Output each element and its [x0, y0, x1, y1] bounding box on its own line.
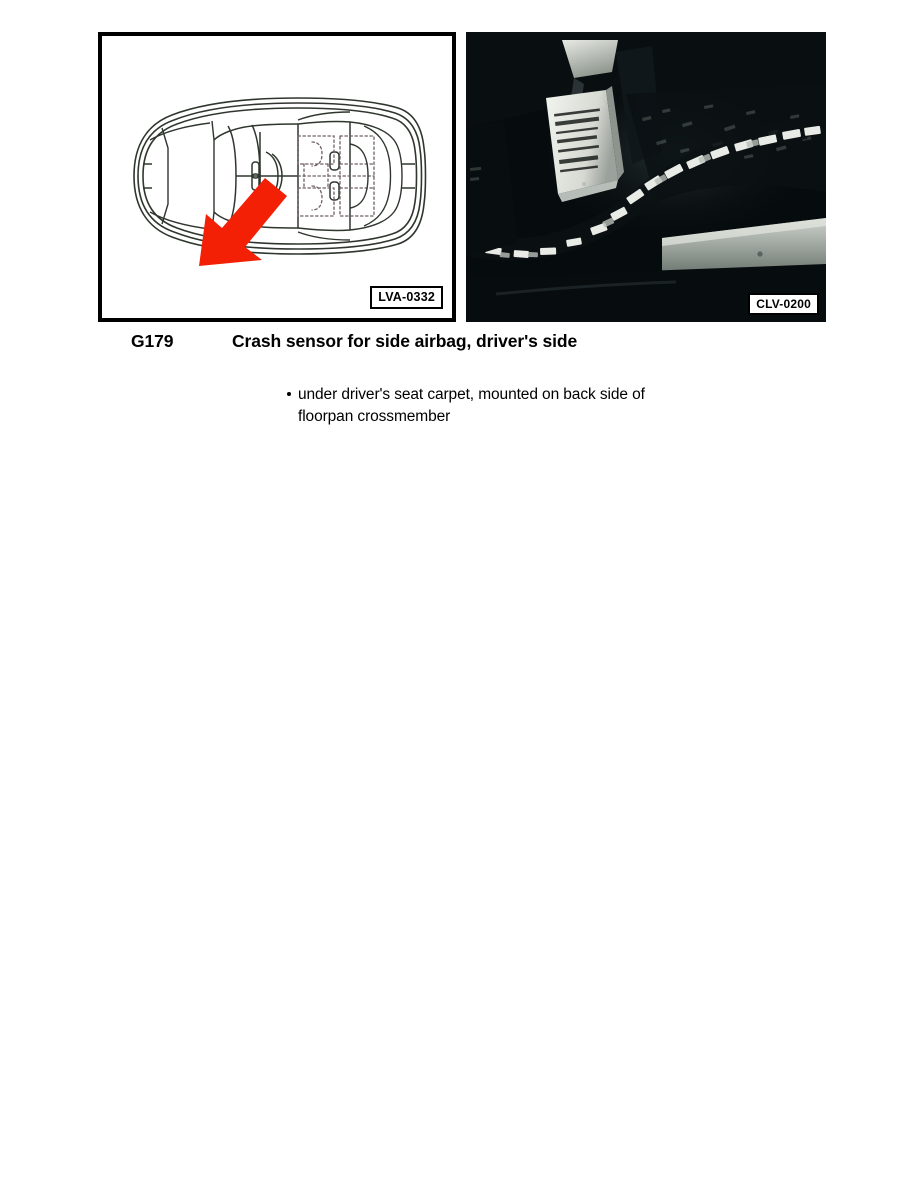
- figure-row: [98, 32, 826, 322]
- bullet-dot-icon: [287, 392, 291, 396]
- location-notes: [287, 384, 807, 428]
- vehicle-top-view-drawing: [102, 36, 452, 318]
- list-item: [287, 384, 807, 428]
- note-line-2: floorpan crossmember: [298, 408, 451, 425]
- vehicle-location-diagram: [98, 32, 456, 322]
- sensor-installation-photograph: [466, 32, 826, 322]
- note-line-1: under driver's seat carpet, mounted on back side of: [298, 386, 645, 403]
- component-code: G179: [131, 331, 174, 351]
- diagram-image-id-badge: LVA-0332: [370, 286, 443, 310]
- installation-photo: [466, 32, 826, 322]
- figure-caption: [131, 331, 831, 355]
- photo-image-id-badge: CLV-0200: [748, 293, 819, 315]
- component-description: Crash sensor for side airbag, driver's side: [232, 331, 578, 351]
